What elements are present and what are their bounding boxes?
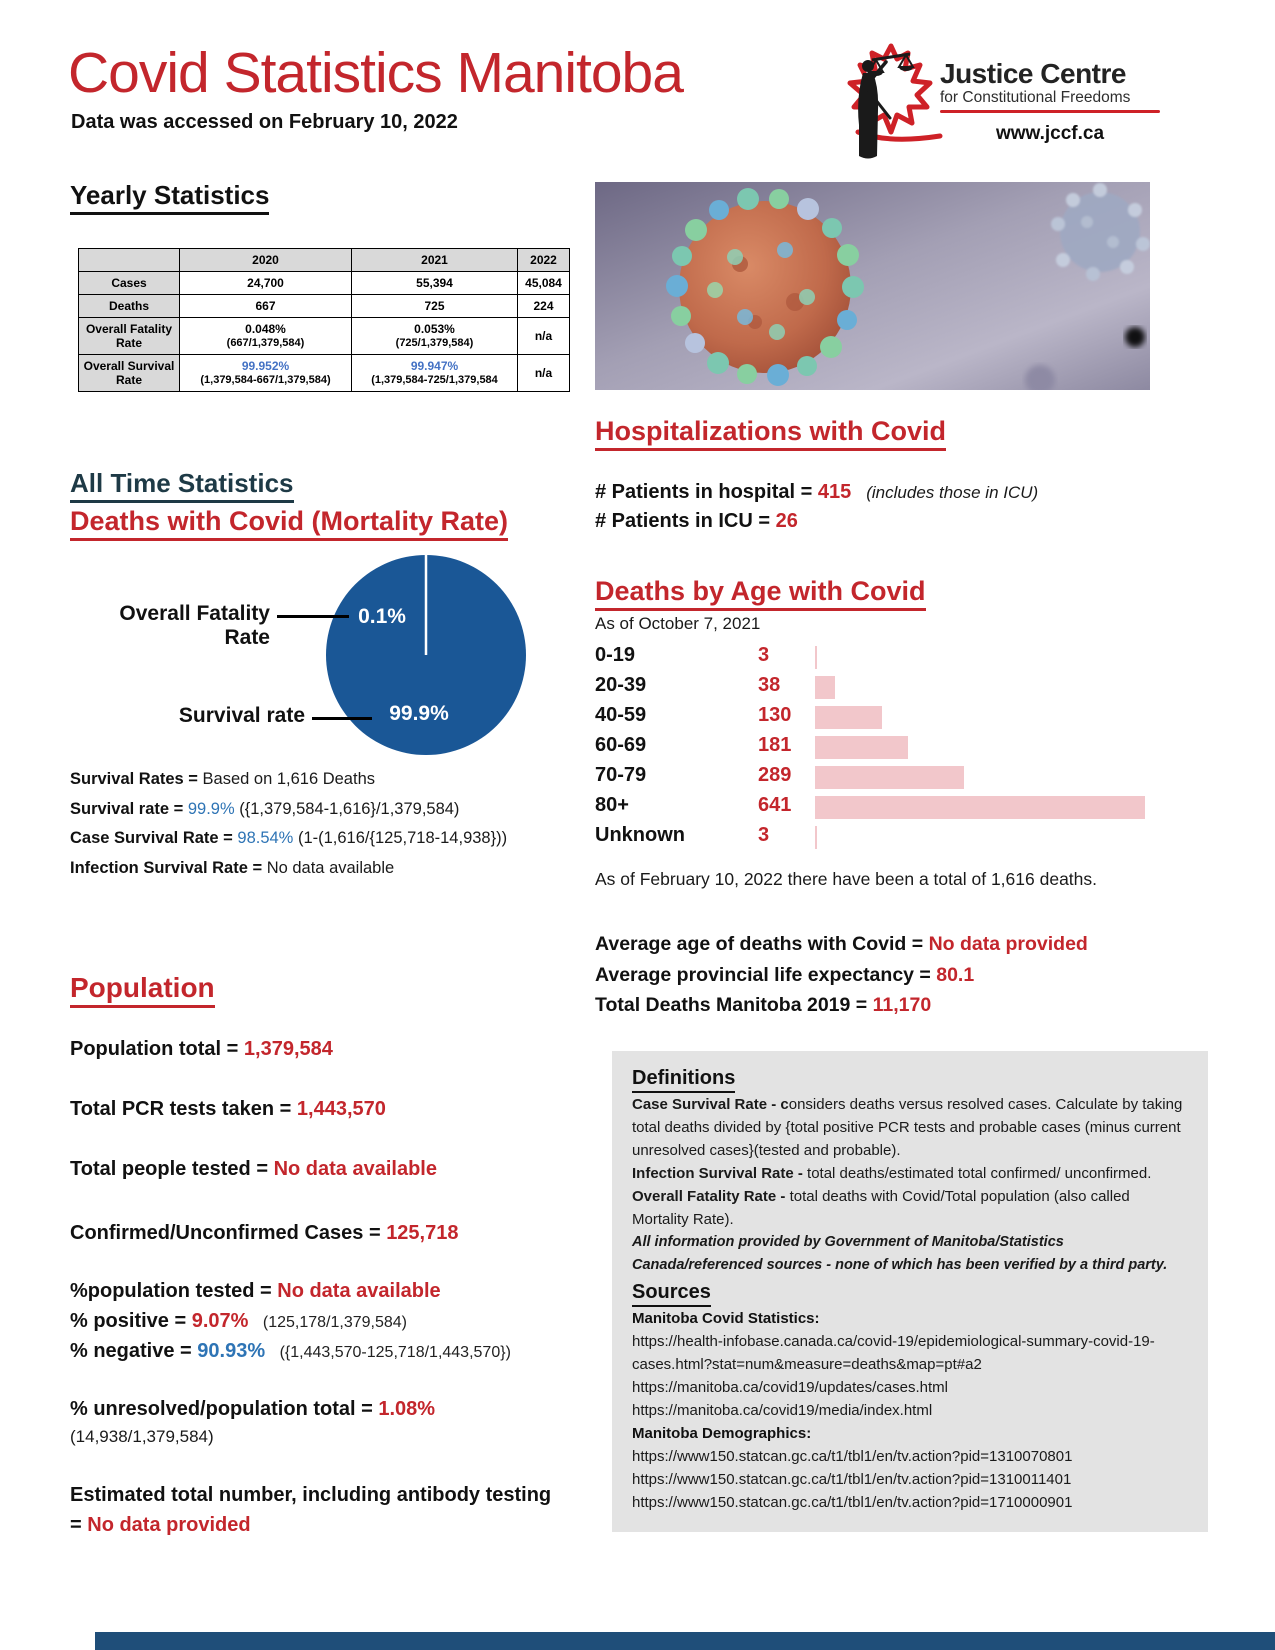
source-url[interactable]: https://health-infobase.canada.ca/covid-19/epidemiological-summary-covid-19-cases.html?stat=num&measure=deaths&map=pt#a2 bbox=[632, 1333, 1155, 1373]
col-2022: 2022 bbox=[518, 249, 570, 272]
age-row: 40-59 130 bbox=[595, 704, 1150, 734]
definition-entry: Case Survival Rate - considers deaths versus resolved cases. Calculate by taking total deaths divided by {total positive PCR tests and probable cases (minus current unresolved cases}(tested and probable). bbox=[632, 1096, 1183, 1159]
logo-org-name: Justice Centre bbox=[940, 58, 1126, 89]
unresolved-formula: (14,938/1,379,584) bbox=[70, 1427, 214, 1446]
age-bar bbox=[815, 676, 835, 699]
patients-in-icu: # Patients in ICU = 26 bbox=[595, 510, 798, 532]
callout-line-fatality bbox=[277, 615, 349, 618]
age-bar bbox=[815, 736, 908, 759]
estimated-total-value: = No data provided bbox=[70, 1514, 251, 1536]
avg-age-deaths: Average age of deaths with Covid = No data provided bbox=[595, 933, 1088, 955]
definitions-box bbox=[612, 1051, 1208, 1532]
patients-in-hospital: # Patients in hospital = 415 (includes those in ICU) bbox=[595, 481, 1039, 503]
yearly-statistics-heading: Yearly Statistics bbox=[70, 180, 269, 215]
all-time-statistics-heading: All Time Statistics bbox=[70, 468, 294, 503]
source-url[interactable]: https://www150.statcan.gc.ca/t1/tbl1/en/tv.action?pid=1310011401 bbox=[632, 1471, 1072, 1488]
disclaimer: All information provided by Government of Manitoba/Statistics Canada/referenced sources - none of which has been verified by a third party. bbox=[632, 1234, 1168, 1273]
pie-fatality-label: Overall Fatality Rate bbox=[119, 602, 270, 649]
averages-block bbox=[595, 929, 1088, 1021]
percent-population-tested: %population tested = No data available bbox=[70, 1280, 441, 1302]
age-row: 70-79 289 bbox=[595, 764, 1150, 794]
confirmed-unconfirmed-cases: Confirmed/Unconfirmed Cases = 125,718 bbox=[70, 1222, 459, 1244]
callout-line-survival bbox=[312, 717, 372, 720]
definition-entry: Overall Fatality Rate - total deaths with Covid/Total population (also called Mortality Rate). bbox=[632, 1188, 1130, 1228]
source-url[interactable]: https://manitoba.ca/covid19/updates/cases.html bbox=[632, 1379, 949, 1396]
source-url[interactable]: https://www150.statcan.gc.ca/t1/tbl1/en/tv.action?pid=1710000901 bbox=[632, 1494, 1073, 1511]
table-row: Overall Survival Rate 99.952% (1,379,584-667/1,379,584) 99.947% (1,379,584-725/1,379,584 n/a bbox=[79, 355, 570, 392]
logo-red-rule bbox=[940, 110, 1160, 113]
source-url[interactable]: https://manitoba.ca/covid19/media/index.html bbox=[632, 1402, 933, 1419]
table-row: Deaths 667 725 224 bbox=[79, 295, 570, 318]
total-deaths-2019: Total Deaths Manitoba 2019 = 11,170 bbox=[595, 994, 932, 1016]
logo-text bbox=[940, 60, 1160, 145]
percent-negative: % negative = 90.93% ({1,443,570-125,718/1,443,570}) bbox=[70, 1340, 511, 1362]
avg-life-expectancy: Average provincial life expectancy = 80.1 bbox=[595, 963, 975, 986]
population-total: Population total = 1,379,584 bbox=[70, 1038, 333, 1060]
definition-entry: Infection Survival Rate - total deaths/estimated total confirmed/ unconfirmed. bbox=[632, 1165, 1152, 1182]
pcr-tests-taken: Total PCR tests taken = 1,443,570 bbox=[70, 1098, 386, 1120]
survival-rate-notes bbox=[70, 765, 507, 883]
yearly-statistics-table bbox=[78, 248, 570, 392]
note-line: Infection Survival Rate = No data available bbox=[70, 858, 395, 877]
age-bar bbox=[815, 646, 817, 669]
source-group-title: Manitoba Covid Statistics: bbox=[632, 1310, 820, 1327]
percent-unresolved: % unresolved/population total = 1.08% bbox=[70, 1398, 436, 1420]
coronavirus-photo bbox=[595, 182, 1150, 390]
total-deaths-note: As of February 10, 2022 there have been a total of 1,616 deaths. bbox=[595, 869, 1098, 889]
footer-accent-bar bbox=[95, 1632, 1275, 1650]
table-row: Overall Fatality Rate 0.048% (667/1,379,584) 0.053% (725/1,379,584) n/a bbox=[79, 318, 570, 355]
population-heading: Population bbox=[70, 972, 215, 1008]
age-row: Unknown 3 bbox=[595, 824, 1150, 854]
pie-survival-label: Survival rate bbox=[178, 704, 305, 727]
definitions-heading: Definitions bbox=[632, 1067, 1188, 1093]
page-title: Covid Statistics Manitoba bbox=[68, 41, 683, 105]
deaths-by-age-heading: Deaths by Age with Covid bbox=[595, 576, 926, 611]
sources-heading: Sources bbox=[632, 1281, 1188, 1307]
col-2021: 2021 bbox=[352, 249, 518, 272]
deaths-by-age-asof: As of October 7, 2021 bbox=[595, 614, 761, 633]
deaths-by-age-chart bbox=[595, 644, 1150, 854]
age-bar bbox=[815, 766, 964, 789]
logo-tagline: for Constitutional Freedoms bbox=[940, 89, 1131, 106]
age-bar bbox=[815, 796, 1145, 819]
lady-justice-scales-maple-leaf-icon bbox=[828, 40, 946, 168]
age-bar bbox=[815, 706, 882, 729]
percent-positive: % positive = 9.07% (125,178/1,379,584) bbox=[70, 1310, 408, 1332]
mortality-pie-chart bbox=[324, 553, 528, 757]
hospitalizations-heading: Hospitalizations with Covid bbox=[595, 416, 946, 451]
age-row: 60-69 181 bbox=[595, 734, 1150, 764]
col-2020: 2020 bbox=[180, 249, 352, 272]
table-header-row bbox=[79, 249, 570, 272]
note-line: Case Survival Rate = 98.54% (1-(1,616/{125,718-14,938})) bbox=[70, 829, 508, 847]
mortality-rate-heading: Deaths with Covid (Mortality Rate) bbox=[70, 506, 508, 541]
page-subtitle: Data was accessed on February 10, 2022 bbox=[71, 111, 458, 133]
age-row: 20-39 38 bbox=[595, 674, 1150, 704]
estimated-total-label: Estimated total number, including antibody testing bbox=[70, 1484, 552, 1506]
pie-fatality-value: 0.1% bbox=[358, 605, 406, 628]
age-row: 0-19 3 bbox=[595, 644, 1150, 674]
age-bar bbox=[815, 826, 817, 849]
jccf-logo bbox=[828, 40, 1163, 170]
logo-website[interactable]: www.jccf.ca bbox=[995, 123, 1105, 144]
pie-survival-value: 99.9% bbox=[389, 702, 449, 725]
note-line: Survival rate = 99.9% ({1,379,584-1,616}/1,379,584) bbox=[70, 799, 460, 818]
age-row: 80+ 641 bbox=[595, 794, 1150, 824]
total-people-tested: Total people tested = No data available bbox=[70, 1158, 437, 1180]
note-line: Survival Rates = Based on 1,616 Deaths bbox=[70, 770, 375, 788]
table-row: Cases 24,700 55,394 45,084 bbox=[79, 272, 570, 295]
source-group-title: Manitoba Demographics: bbox=[632, 1425, 812, 1442]
source-url[interactable]: https://www150.statcan.gc.ca/t1/tbl1/en/tv.action?pid=1310070801 bbox=[632, 1448, 1073, 1465]
